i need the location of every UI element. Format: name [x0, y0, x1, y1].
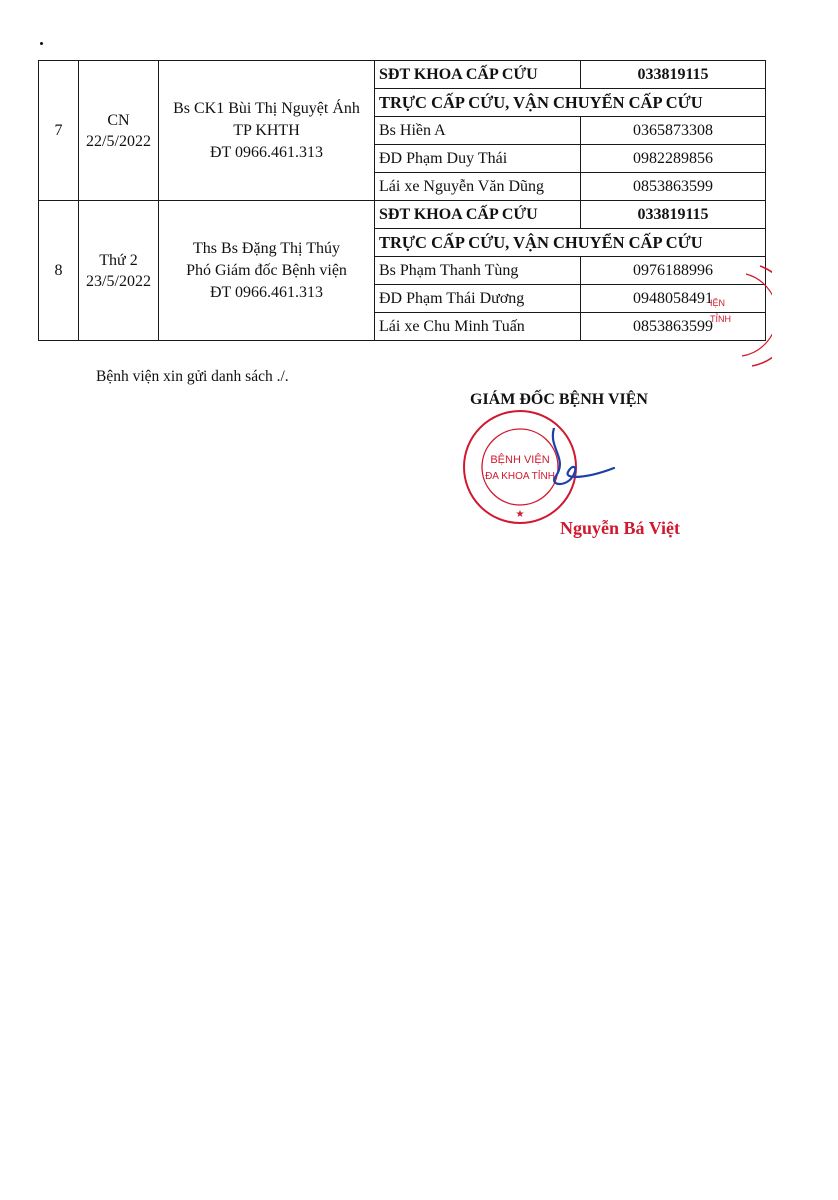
day-date: 23/5/2022: [86, 272, 151, 290]
leader-position: Phó Giám đốc Bệnh viện: [186, 261, 347, 279]
staff-name: Lái xe Nguyễn Văn Dũng: [375, 173, 581, 201]
staff-phone: 0853863599: [581, 313, 766, 341]
scan-dot: [40, 42, 43, 45]
emergency-phone: 033819115: [581, 61, 766, 89]
table-row: [39, 201, 766, 229]
staff-phone: 0853863599: [581, 173, 766, 201]
duty-header: TRỰC CẤP CỨU, VẬN CHUYỂN CẤP CỨU: [375, 89, 766, 117]
day-date: 22/5/2022: [86, 132, 151, 150]
svg-text:TỈNH: TỈNH: [710, 314, 731, 324]
day-name: Thứ 2: [99, 251, 138, 269]
seal-line-2: ĐA KHOA TỈNH: [485, 471, 555, 482]
svg-text:★: ★: [515, 509, 525, 520]
duty-day: [79, 201, 159, 341]
staff-phone: 0976188996: [581, 257, 766, 285]
day-name: CN: [107, 111, 130, 129]
duty-leader: [159, 201, 375, 341]
leader-phone: ĐT 0966.461.313: [209, 143, 324, 161]
signer-name: Nguyễn Bá Việt: [560, 518, 681, 538]
staff-phone: 0948058491: [581, 285, 766, 313]
staff-name: ĐD Phạm Duy Thái: [375, 145, 581, 173]
leader-phone: ĐT 0966.461.313: [209, 283, 324, 301]
table-row: [39, 61, 766, 89]
leader-name: Ths Bs Đặng Thị Thúy: [193, 239, 340, 257]
staff-name: Bs Phạm Thanh Tùng: [375, 257, 581, 285]
emergency-phone: 033819115: [581, 201, 766, 229]
row-number: 8: [39, 201, 79, 341]
partial-seal-icon: [690, 262, 772, 372]
svg-text:IỆN: IỆN: [710, 298, 726, 308]
row-number: 7: [39, 61, 79, 201]
staff-name: Lái xe Chu Minh Tuấn: [375, 313, 581, 341]
duty-roster-table: [38, 60, 766, 341]
handwritten-signature-icon: [538, 428, 618, 508]
seal-line-1: BỆNH VIỆN: [490, 454, 550, 466]
closing-text: Bệnh viện xin gửi danh sách ./.: [96, 368, 289, 385]
staff-name: Bs Hiền A: [375, 117, 581, 145]
staff-phone: 0982289856: [581, 145, 766, 173]
staff-name: ĐD Phạm Thái Dương: [375, 285, 581, 313]
signature-title: GIÁM ĐỐC BỆNH VIỆN: [470, 391, 648, 408]
emergency-label: SĐT KHOA CẤP CỨU: [375, 61, 581, 89]
duty-leader: [159, 61, 375, 201]
leader-position: TP KHTH: [233, 121, 300, 139]
emergency-label: SĐT KHOA CẤP CỨU: [375, 201, 581, 229]
staff-phone: 0365873308: [581, 117, 766, 145]
duty-day: [79, 61, 159, 201]
duty-header: TRỰC CẤP CỨU, VẬN CHUYỂN CẤP CỨU: [375, 229, 766, 257]
leader-name: Bs CK1 Bùi Thị Nguyệt Ánh: [173, 99, 360, 117]
